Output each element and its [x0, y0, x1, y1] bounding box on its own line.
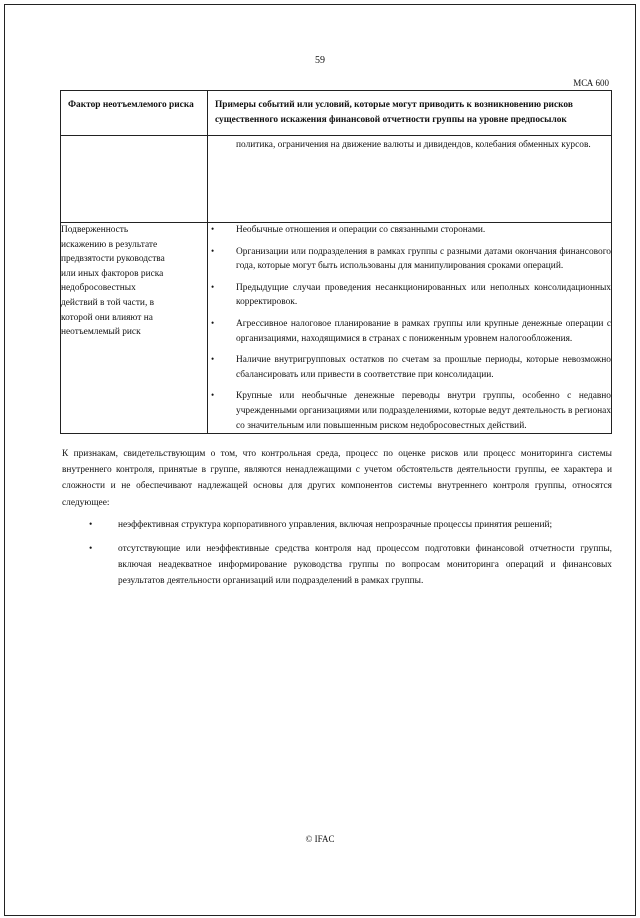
bullet-icon: •	[89, 519, 93, 530]
list-item	[208, 245, 611, 274]
factor-text-line: недобросовестных	[61, 283, 136, 294]
factor-text-line: искажению в результате	[61, 239, 158, 250]
factor-cell-empty	[61, 136, 208, 223]
risk-factors-table	[60, 90, 612, 434]
factor-text-line: действий в той части, в	[61, 298, 155, 309]
factor-text-line: или иных факторов риска	[61, 268, 164, 279]
header-examples: Примеры событий или условий, которые могут приводить к возникновению рисков существенного искажения финансовой отчетности группы на уровне предпосылок	[208, 91, 612, 136]
table-header-row	[61, 91, 612, 136]
list-item	[208, 281, 611, 310]
bullet-icon: •	[211, 224, 215, 235]
event-text: Агрессивное налоговое планирование в рамках группы или крупные денежные операции с организациями, находящимися в странах с пониженным уровнем налогообложения.	[236, 319, 611, 344]
bullet-icon: •	[211, 281, 215, 292]
examples-cell-continuation	[208, 136, 612, 223]
event-text: Предыдущие случаи проведения несанкционированных или неполных консолидационных корректировок.	[236, 282, 611, 308]
bullet-icon: •	[211, 354, 215, 365]
factor-text-line: неотъемлемый риск	[61, 327, 141, 338]
list-item	[62, 517, 612, 533]
standard-code: МСА 600	[573, 78, 609, 88]
event-text: Наличие внутригрупповых остатков по счетам за прошлые периоды, которые невозможно сбалансировать или привести в соответствие при консолидации.	[236, 355, 611, 380]
list-item-text: неэффективная структура корпоративного управления, включая непрозрачные процессы принятия решений;	[118, 519, 553, 530]
event-text: Необычные отношения и операции со связанными сторонами.	[236, 225, 486, 236]
list-item	[208, 223, 611, 238]
event-text: Организации или подразделения в рамках группы с разными датами окончания финансового года, которые могут быть использованы для манипулирования сроками операций.	[236, 246, 611, 272]
copyright-footer: © IFAC	[305, 834, 335, 844]
continuation-text: политика, ограничения на движение валюты и дивидендов, колебания обменных курсов.	[236, 140, 591, 151]
factor-cell	[61, 223, 208, 434]
header-factor: Фактор неотъемлемого риска	[61, 91, 208, 136]
events-cell	[208, 223, 612, 434]
list-item	[208, 389, 611, 433]
body-paragraph: К признакам, свидетельствующим о том, что контрольная среда, процесс по оценке рисков или процесс мониторинга системы внутреннего контроля, принятые в группе, являются ненадлежащими с учетом обстоятельств деятельности группы, ее характера и сложности и не обеспечивают надлежащей основы для других компонентов системы внутреннего контроля группы, относятся следующее:	[62, 449, 612, 508]
body-text	[62, 446, 612, 597]
table-row-continuation	[61, 136, 612, 223]
factor-text-line: предвзятости руководства	[61, 254, 165, 265]
list-item-text: отсутствующие или неэффективные средства контроля над процессом подготовки финансовой отчетности группы, включая неадекватное информирование руководства группы по вопросам мониторинга операций и финансовых результатов деятельности организаций или подразделений в рамках группы.	[118, 543, 612, 587]
page-number: 59	[315, 55, 325, 66]
list-item	[208, 353, 611, 382]
bullet-icon: •	[211, 390, 215, 401]
list-item	[62, 541, 612, 590]
factor-text-line: Подверженность	[61, 225, 129, 236]
event-text: Крупные или необычные денежные переводы внутри группы, особенно с недавно учрежденными организациями или подразделениями, которые ведут деятельность в регионах со значительным или повышенным риском недобросовестных действий.	[236, 391, 612, 431]
list-item	[208, 317, 611, 346]
factor-text-line: которой они влияют на	[61, 312, 153, 323]
table-row	[61, 223, 612, 434]
bullet-icon: •	[89, 543, 93, 554]
bullet-icon: •	[211, 245, 215, 256]
bullet-icon: •	[211, 318, 215, 329]
